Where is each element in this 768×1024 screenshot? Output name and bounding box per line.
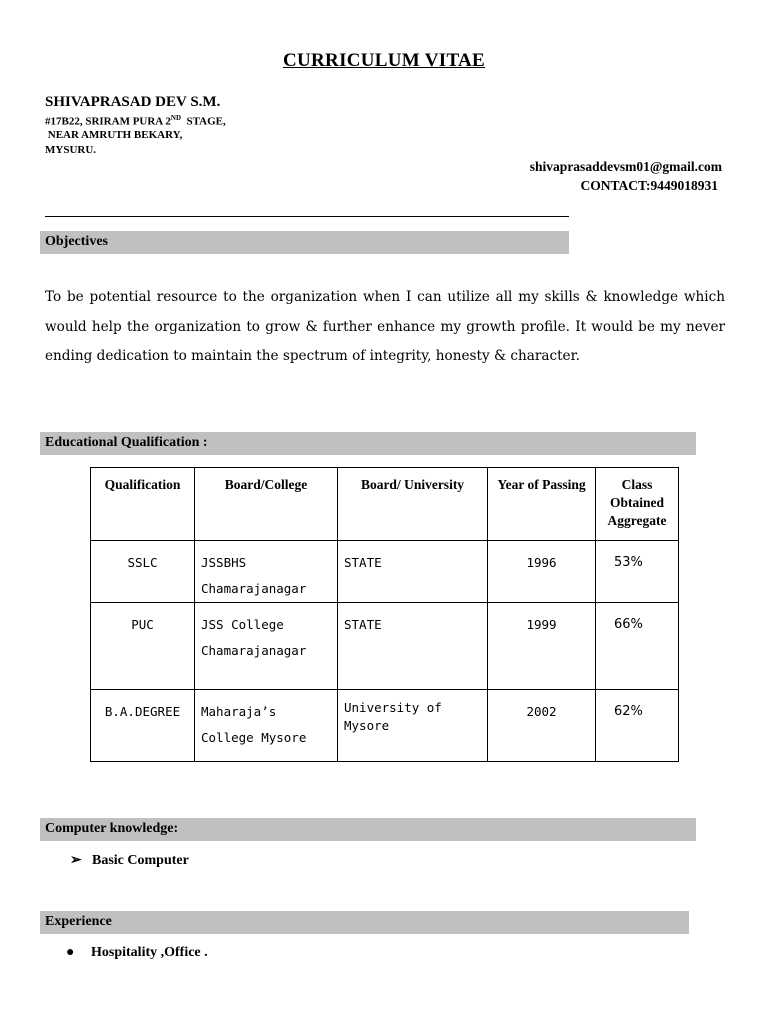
qualification-cell: B.A.DEGREE [91, 690, 195, 762]
contact-number: CONTACT:9449018931 [580, 178, 718, 193]
experience-item [66, 945, 208, 961]
computer-skill-item [70, 852, 189, 869]
university-cell: STATE [338, 541, 488, 603]
experience-label: Hospitality ,Office . [91, 945, 208, 960]
column-header: Board/ University [338, 468, 488, 541]
dot-bullet-icon: ● [66, 945, 75, 960]
table-row [91, 541, 679, 603]
objectives-heading: Objectives [40, 231, 569, 254]
qualification-cell: PUC [91, 603, 195, 690]
college-cell: JSSBHS Chamarajanagar [195, 541, 338, 603]
year-cell: 1999 [488, 603, 596, 690]
qualification-cell: SSLC [91, 541, 195, 603]
objectives-text: To be potential resource to the organization when I can utilize all my skills & knowledge which would help the organization to grow & further enhance my growth profile. It would be my never ending dedication to maintain the spectrum of integrity, honesty & character. [45, 289, 725, 364]
column-header: Year of Passing [488, 468, 596, 541]
address-line-1-text: #17B22, SRIRAM PURA 2 [45, 115, 171, 128]
address-line-2: NEAR AMRUTH BEKARY, [45, 129, 183, 141]
address-line-3: MYSURU. [45, 144, 97, 156]
university-cell: STATE [338, 603, 488, 690]
college-cell: Maharaja’s College Mysore [195, 690, 338, 762]
address-line-1 [45, 114, 226, 128]
aggregate-cell: 66% [596, 603, 679, 690]
experience-heading: Experience [40, 911, 689, 934]
year-cell: 1996 [488, 541, 596, 603]
document-title: CURRICULUM VITAE [282, 50, 486, 71]
email-address: shivaprasaddevsm01@gmail.com [529, 159, 722, 174]
address-line-1-sup: ND [170, 114, 182, 122]
header-divider [45, 216, 569, 217]
table-header-row [91, 468, 679, 541]
year-cell: 2002 [488, 690, 596, 762]
column-header: Board/College [195, 468, 338, 541]
aggregate-cell: 62% [596, 690, 679, 762]
table-row [91, 690, 679, 762]
table-row [91, 603, 679, 690]
computer-skill-label: Basic Computer [92, 853, 189, 868]
applicant-name: SHIVAPRASAD DEV S.M. [45, 94, 221, 110]
column-header: Qualification [91, 468, 195, 541]
aggregate-cell: 53% [596, 541, 679, 603]
university-cell: University of Mysore [338, 690, 488, 762]
address-line-1-end: STAGE, [181, 115, 226, 128]
column-header: Class Obtained Aggregate [596, 468, 679, 541]
arrow-bullet-icon: ➢ [70, 853, 82, 868]
computer-knowledge-heading: Computer knowledge: [40, 818, 696, 841]
college-cell: JSS College Chamarajanagar [195, 603, 338, 690]
education-heading: Educational Qualification : [40, 432, 696, 455]
education-table [90, 467, 679, 762]
